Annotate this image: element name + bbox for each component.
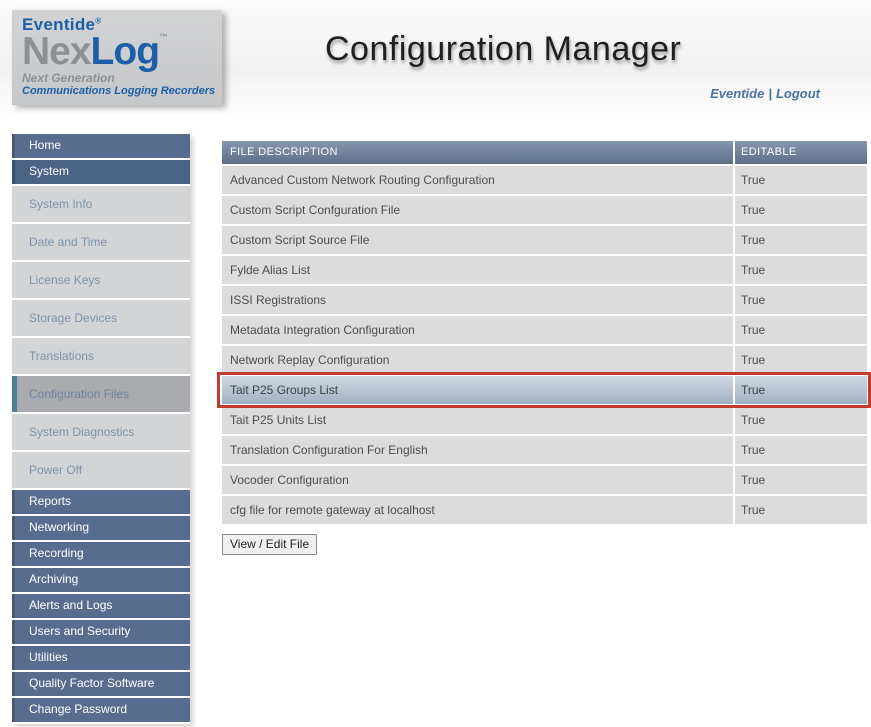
sidebar-item-power-off[interactable]: Power Off (12, 452, 190, 488)
logo-nex-text: Nex (22, 30, 91, 73)
file-description-cell[interactable]: Vocoder Configuration (222, 466, 733, 494)
column-header-file-description: FILE DESCRIPTION (222, 141, 733, 164)
table-body (222, 166, 867, 524)
sidebar-item-recording[interactable]: Recording (12, 542, 190, 566)
logo-brand-text: Eventide (22, 15, 96, 34)
sidebar-item-users-and-security[interactable]: Users and Security (12, 620, 190, 644)
logo-tagline-2: Communications Logging Recorders (22, 85, 216, 98)
link-separator: | (768, 86, 772, 101)
file-description-cell[interactable]: Fylde Alias List (222, 256, 733, 284)
sidebar-item-alerts-and-logs[interactable]: Alerts and Logs (12, 594, 190, 618)
registered-mark: ® (95, 16, 102, 26)
file-description-cell[interactable]: Network Replay Configuration (222, 346, 733, 374)
trademark-mark: ™ (159, 32, 169, 42)
header-links (0, 86, 820, 101)
table-header-row (222, 141, 867, 164)
sidebar-item-networking[interactable]: Networking (12, 516, 190, 540)
table-row-translation-configuration-for-english[interactable] (222, 436, 867, 464)
sidebar-item-reports[interactable]: Reports (12, 490, 190, 514)
file-description-cell[interactable]: Tait P25 Units List (222, 406, 733, 434)
table-row-network-replay-configuration[interactable] (222, 346, 867, 374)
file-description-cell[interactable]: Custom Script Source File (222, 226, 733, 254)
sidebar-item-translations[interactable]: Translations (12, 338, 190, 374)
table-row-tait-p25-units-list[interactable] (222, 406, 867, 434)
main-content (222, 141, 867, 555)
table-row-custom-script-source-file[interactable] (222, 226, 867, 254)
file-description-cell[interactable]: Metadata Integration Configuration (222, 316, 733, 344)
page-title: Configuration Manager (325, 30, 682, 68)
sidebar-item-home[interactable]: Home (12, 134, 190, 158)
editable-cell[interactable]: True (735, 466, 867, 494)
sidebar-item-system-info[interactable]: System Info (12, 186, 190, 222)
table-row-vocoder-configuration[interactable] (222, 466, 867, 494)
config-files-table (222, 141, 867, 524)
sidebar-item-date-and-time[interactable]: Date and Time (12, 224, 190, 260)
editable-cell[interactable]: True (735, 286, 867, 314)
column-header-editable: EDITABLE (735, 141, 867, 164)
view-edit-file-button[interactable]: View / Edit File (222, 534, 317, 555)
editable-cell[interactable]: True (735, 196, 867, 224)
file-description-cell[interactable]: ISSI Registrations (222, 286, 733, 314)
sidebar-item-change-password[interactable]: Change Password (12, 698, 190, 722)
table-row-advanced-custom-network-routing-configuration[interactable] (222, 166, 867, 194)
editable-cell[interactable]: True (735, 316, 867, 344)
table-row-metadata-integration-configuration[interactable] (222, 316, 867, 344)
sidebar-item-quality-factor-software[interactable]: Quality Factor Software (12, 672, 190, 696)
editable-cell[interactable]: True (735, 166, 867, 194)
editable-cell[interactable]: True (735, 496, 867, 524)
editable-cell[interactable]: True (735, 256, 867, 284)
sidebar-item-system[interactable]: System (12, 160, 190, 184)
file-description-cell[interactable]: Translation Configuration For English (222, 436, 733, 464)
table-row-cfg-file-for-remote-gateway-at-localhost[interactable] (222, 496, 867, 524)
sidebar-item-utilities[interactable]: Utilities (12, 646, 190, 670)
sidebar-item-archiving[interactable]: Archiving (12, 568, 190, 592)
editable-cell[interactable]: True (735, 436, 867, 464)
sidebar-nav (12, 134, 190, 724)
file-description-cell[interactable]: Tait P25 Groups List (222, 376, 733, 404)
table-row-tait-p25-groups-list[interactable] (222, 376, 867, 404)
editable-cell[interactable]: True (735, 346, 867, 374)
logo-tagline-1: Next Generation (22, 71, 115, 86)
logo-product (22, 30, 222, 73)
table-row-fylde-alias-list[interactable] (222, 256, 867, 284)
eventide-link[interactable]: Eventide (710, 86, 765, 101)
editable-cell[interactable]: True (735, 406, 867, 434)
header (0, 0, 871, 115)
file-description-cell[interactable]: Advanced Custom Network Routing Configuration (222, 166, 733, 194)
editable-cell[interactable]: True (735, 376, 867, 404)
sidebar-item-configuration-files[interactable]: Configuration Files (12, 376, 190, 412)
sidebar-item-system-diagnostics[interactable]: System Diagnostics (12, 414, 190, 450)
sidebar-item-storage-devices[interactable]: Storage Devices (12, 300, 190, 336)
table-row-custom-script-confguration-file[interactable] (222, 196, 867, 224)
logout-link[interactable]: Logout (775, 86, 820, 101)
table-row-issi-registrations[interactable] (222, 286, 867, 314)
logo-log-text: Log (90, 30, 160, 73)
sidebar-item-license-keys[interactable]: License Keys (12, 262, 190, 298)
editable-cell[interactable]: True (735, 226, 867, 254)
file-description-cell[interactable]: Custom Script Confguration File (222, 196, 733, 224)
file-description-cell[interactable]: cfg file for remote gateway at localhost (222, 496, 733, 524)
